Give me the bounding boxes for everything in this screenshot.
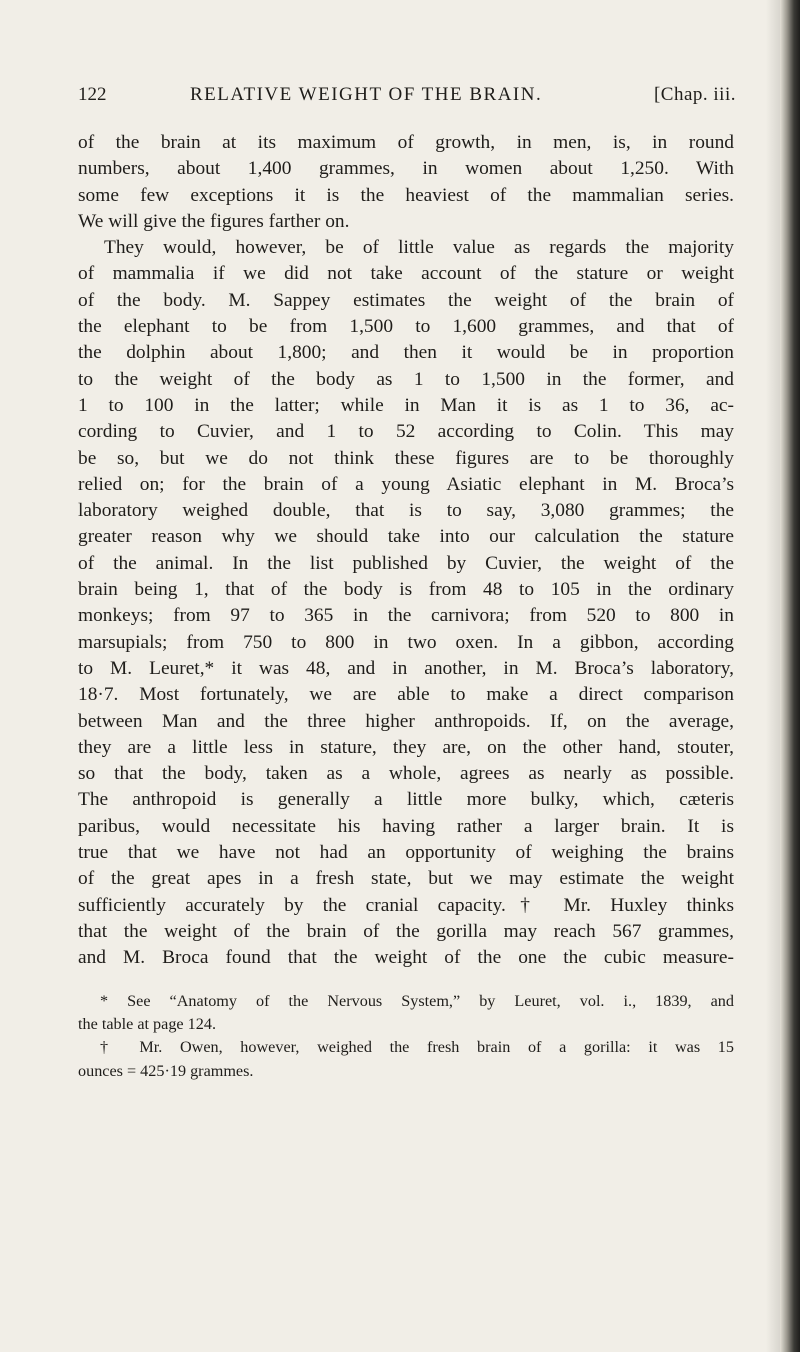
text-line: of the body. M. Sappey estimates the weight of the brain of (78, 289, 734, 311)
footnote-line: † Mr. Owen, however, weighed the fresh brain of a gorilla: it was 15 (100, 1038, 734, 1057)
body-text (78, 130, 734, 972)
running-header (78, 84, 736, 110)
text-line: 18·7. Most fortunately, we are able to make a direct comparison (78, 684, 734, 706)
footnote-line: the table at page 124. (78, 1015, 216, 1034)
text-line: cording to Cuvier, and 1 to 52 according to Colin. This may (78, 421, 734, 443)
footnote-line: ounces = 425·19 grammes. (78, 1061, 254, 1080)
text-line: We will give the figures farther on. (78, 210, 350, 232)
text-line: of the brain at its maximum of growth, in men, is, in round (78, 132, 734, 153)
page-number: 122 (78, 84, 107, 105)
text-line: so that the body, taken as a whole, agrees as nearly as possible. (78, 763, 734, 785)
running-title: RELATIVE WEIGHT OF THE BRAIN. (190, 84, 543, 105)
text-line: of the great apes in a fresh state, but we may estimate the weight (78, 868, 734, 890)
text-line: paribus, would necessitate his having rather a larger brain. It is (78, 815, 734, 837)
text-line: sufficiently accurately by the cranial capacity.† Mr. Huxley thinks (78, 894, 734, 916)
text-line: They would, however, be of little value as regards the majority (104, 237, 734, 259)
text-line: true that we have not had an opportunity of weighing the brains (78, 842, 734, 864)
text-line: the dolphin about 1,800; and then it would be in proportion (78, 342, 734, 364)
text-line: marsupials; from 750 to 800 in two oxen. In a gibbon, according (78, 631, 734, 653)
text-line: greater reason why we should take into our calculation the stature (78, 526, 734, 548)
text-line: some few exceptions it is the heaviest of the mammalian series. (78, 184, 734, 206)
text-line: be so, but we do not think these figures are to be thoroughly (78, 447, 734, 469)
text-line: of the animal. In the list published by Cuvier, the weight of the (78, 552, 734, 574)
footnote-line: * See “Anatomy of the Nervous System,” by Leuret, vol. i., 1839, and (100, 992, 734, 1010)
text-line: laboratory weighed double, that is to say, 3,080 grammes; the (78, 500, 734, 522)
page-gutter-shadow (766, 0, 780, 1352)
text-line: relied on; for the brain of a young Asiatic elephant in M. Broca’s (78, 473, 734, 495)
text-line: of mammalia if we did not take account of the stature or weight (78, 263, 734, 285)
footnotes (78, 990, 734, 1083)
text-line: they are a little less in stature, they are, on the other hand, stouter, (78, 736, 734, 758)
text-line: brain being 1, that of the body is from 48 to 105 in the ordinary (78, 579, 734, 601)
text-line: to the weight of the body as 1 to 1,500 in the former, and (78, 368, 734, 390)
chapter-reference: [Chap. iii. (653, 84, 736, 105)
text-line: numbers, about 1,400 grammes, in women about 1,250. With (78, 158, 734, 180)
text-line: between Man and the three higher anthropoids. If, on the average, (78, 710, 734, 732)
text-line: 1 to 100 in the latter; while in Man it is as 1 to 36, ac- (78, 394, 734, 416)
text-line: that the weight of the brain of the gorilla may reach 567 grammes, (78, 920, 734, 942)
text-line: the elephant to be from 1,500 to 1,600 grammes, and that of (78, 316, 734, 338)
text-line: and M. Broca found that the weight of the one the cubic measure- (78, 947, 734, 969)
page-edge (780, 0, 800, 1352)
text-line: to M. Leuret,* it was 48, and in another, in M. Broca’s laboratory, (78, 657, 734, 679)
text-line: The anthropoid is generally a little more bulky, which, cæteris (78, 789, 734, 811)
text-line: monkeys; from 97 to 365 in the carnivora; from 520 to 800 in (78, 605, 734, 627)
